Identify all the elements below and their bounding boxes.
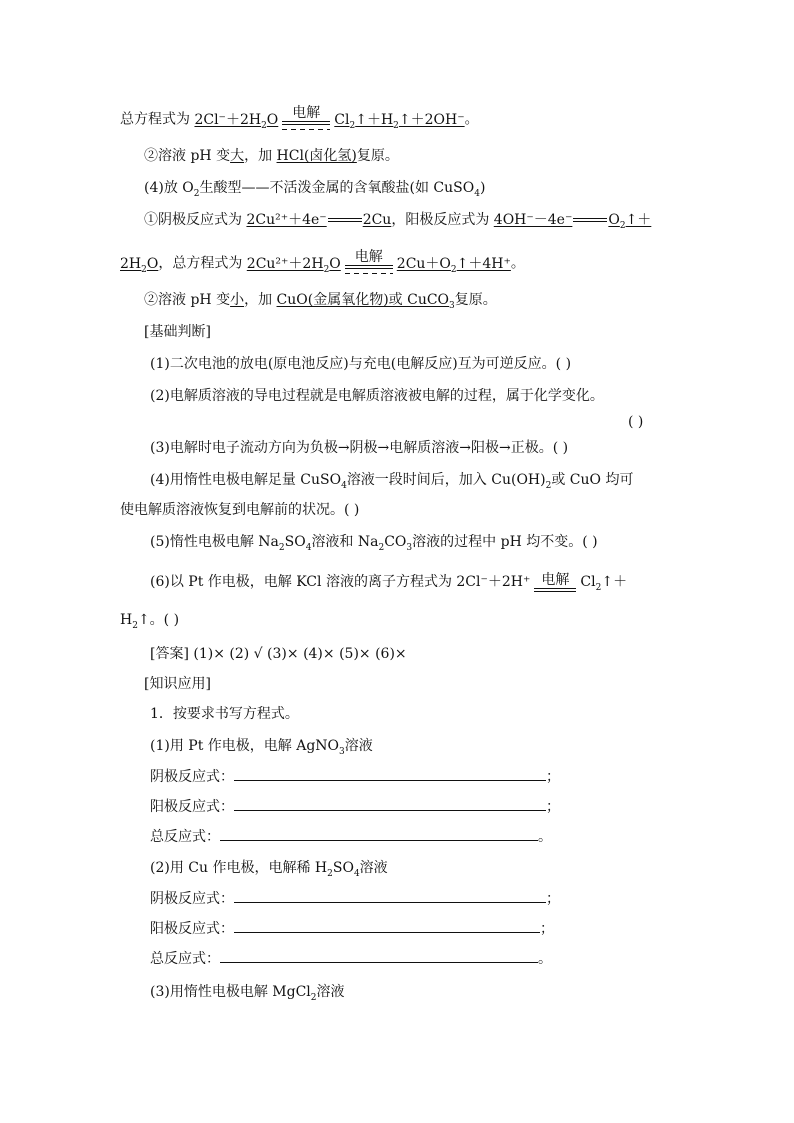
answer-blank[interactable] [234, 796, 546, 811]
electrolysis-equals-sign: 电解 [282, 106, 330, 133]
electrolysis-equals-sign: 电解 [345, 250, 393, 277]
answer-blank[interactable] [234, 766, 546, 781]
section-heading-apply: [知识应用] [144, 676, 211, 692]
section-heading-basic: [基础判断] [144, 324, 211, 340]
subtask-1-title: (1)用 Pt 作电极，电解 AgNO$_3$溶液 [150, 738, 373, 757]
subtask-1-total: 总反应式： 。 [150, 826, 552, 847]
question-2: (2)电解质溶液的导电过程就是电解质溶液被电解的过程，属于化学变化。 [150, 388, 604, 404]
answer-line [150, 644, 407, 664]
subtask-2-anode: 阳极反应式： ； [150, 918, 554, 939]
subtask-3-title: (3)用惰性电极电解 MgCl$_2$溶液 [150, 984, 345, 1003]
answer-blank[interactable] [234, 918, 540, 933]
answer-blank[interactable] [220, 826, 538, 841]
text: 总方程式为 [120, 111, 190, 128]
answer-label: [答案] [150, 646, 189, 662]
ph-line-1: ②溶液 pH 变大，加 HCl(卤化氢)复原。 [144, 148, 399, 164]
question-1: (1)二次电池的放电(原电池反应)与充电(电解反应)互为可逆反应。( ) [150, 356, 572, 372]
ph-line-2: ②溶液 pH 变小，加 CuO(金属氧化物)或 CuCO$_3$复原。 [144, 292, 497, 311]
equation-underlined: $2Cl^-+2H_2O$ 电解 $Cl_2↑+H_2↑+2OH^-$ [194, 112, 464, 128]
subtask-1-cathode: 阴极反应式： ； [150, 766, 560, 787]
subtask-2-total: 总反应式： 。 [150, 948, 552, 969]
type-heading-4: (4)放 $O_2$生酸型——不活泼金属的含氧酸盐(如 CuSO$_4$) [144, 180, 486, 199]
question-5: (5)惰性电极电解 $Na_2SO_4$溶液和 $Na_2CO_3$溶液的过程中 pH 均不变。( ) [150, 534, 598, 553]
answer-blank[interactable] [234, 888, 546, 903]
question-4-line-2: 使电解质溶液恢复到电解前的状况。( ) [120, 502, 360, 518]
subtask-1-anode: 阳极反应式： ； [150, 796, 560, 817]
question-6-line-1: (6)以 Pt 作电极，电解 KCl 溶液的离子方程式为 2Cl⁻＋2H⁺ 电解 $Cl_2↑+$ [150, 571, 628, 593]
electrolysis-equals-sign: 电解 [534, 573, 576, 592]
total-equation-line-2: $2H_2O$，总方程式为 $2Cu^{2+}+2H_2O$ 电解 $2Cu+O_2↑+4H^+$。 [120, 250, 525, 277]
answer-blank[interactable] [220, 948, 538, 963]
total-equation-line-1: 总方程式为 $2Cl^-+2H_2O$ 电解 $Cl_2↑+H_2↑+2OH^-$。 [120, 106, 479, 133]
subtask-2-title: (2)用 Cu 作电极，电解稀 $H_2SO_4$溶液 [150, 860, 388, 879]
question-4-line-1: (4)用惰性电极电解足量 CuSO$_4$溶液一段时间后，加入 $Cu(OH)_2$或 CuO 均可 [150, 472, 634, 491]
answer-values: (1)× (2) √ (3)× (4)× (5)× (6)× [188, 646, 407, 662]
question-2-answer-paren: ( ) [628, 414, 644, 430]
question-6-line-2: $H_2↑$。( ) [120, 612, 180, 631]
task-1: 1．按要求书写方程式。 [150, 706, 299, 722]
subtask-2-cathode: 阴极反应式： ； [150, 888, 560, 909]
electrode-reactions-line: ①阴极反应式为 2Cu²⁺＋4e⁻ 2Cu，阳极反应式为 4OH⁻－4e⁻ $O_2↑+$ [144, 212, 652, 231]
question-3: (3)电解时电子流动方向为负极→阴极→电解质溶液→阳极→正极。( ) [150, 440, 569, 456]
